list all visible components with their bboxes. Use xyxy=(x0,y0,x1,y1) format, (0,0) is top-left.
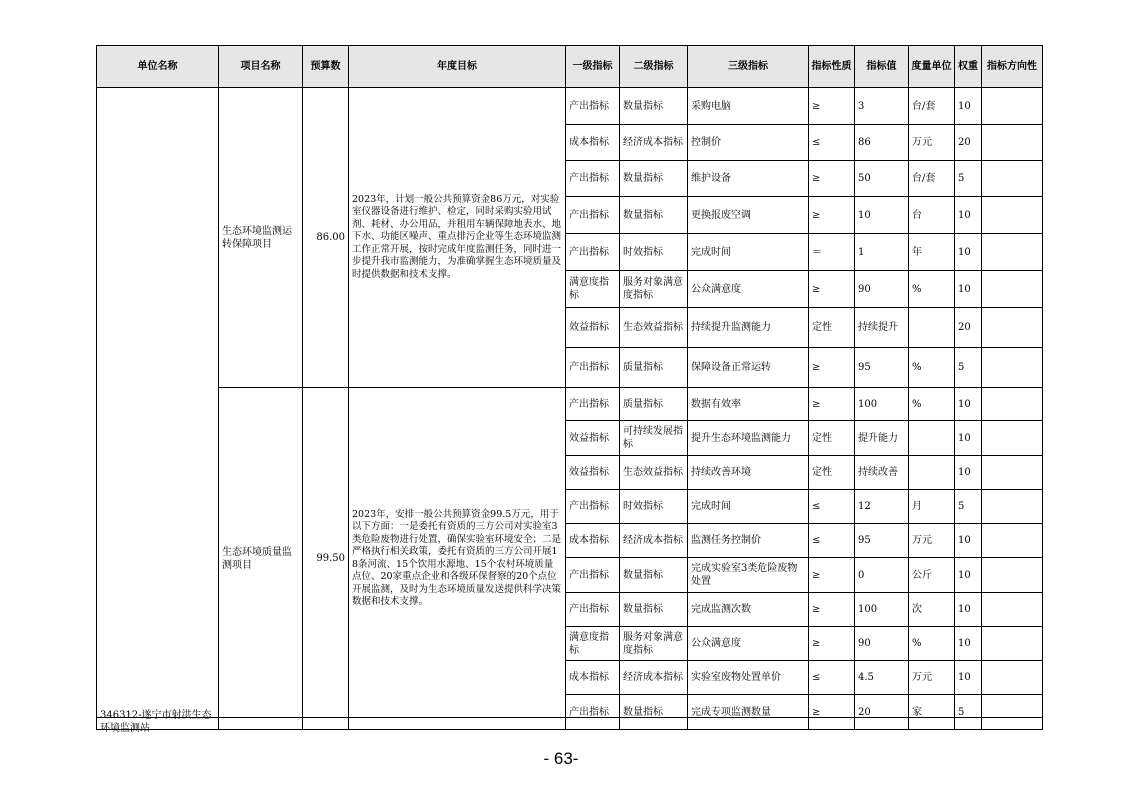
value-cell: 20 xyxy=(855,695,909,730)
weight-cell: 20 xyxy=(955,308,982,348)
level2-cell: 数量指标 xyxy=(620,593,688,627)
level2-cell: 质量指标 xyxy=(620,388,688,421)
level3-cell: 监测任务控制价 xyxy=(688,524,809,558)
direction-cell xyxy=(982,388,1043,421)
level2-cell: 时效指标 xyxy=(620,490,688,524)
value-cell: 100 xyxy=(855,388,909,421)
value-cell: 0 xyxy=(855,558,909,593)
level2-cell: 数量指标 xyxy=(620,695,688,730)
value-cell: 100 xyxy=(855,593,909,627)
level1-cell: 产出指标 xyxy=(566,197,620,234)
header-cell: 三级指标 xyxy=(688,46,809,88)
weight-cell: 10 xyxy=(955,388,982,421)
weight-cell: 10 xyxy=(955,234,982,271)
weight-cell: 10 xyxy=(955,456,982,490)
project-name-cell: 生态环境监测运转保障项目 xyxy=(219,88,303,388)
level2-cell: 服务对象满意度指标 xyxy=(620,271,688,308)
level2-cell: 数量指标 xyxy=(620,88,688,125)
unit-cell: 万元 xyxy=(909,661,955,695)
direction-cell xyxy=(982,88,1043,125)
table-row xyxy=(97,388,1043,421)
nature-cell: ≥ xyxy=(809,161,855,197)
direction-cell xyxy=(982,593,1043,627)
nature-cell: ≥ xyxy=(809,88,855,125)
nature-cell: ≤ xyxy=(809,524,855,558)
weight-cell: 10 xyxy=(955,524,982,558)
unit-cell xyxy=(909,421,955,456)
direction-cell xyxy=(982,348,1043,388)
level1-cell: 产出指标 xyxy=(566,558,620,593)
level1-cell: 产出指标 xyxy=(566,234,620,271)
direction-cell xyxy=(982,695,1043,730)
level3-cell: 完成监测次数 xyxy=(688,593,809,627)
value-cell: 95 xyxy=(855,524,909,558)
unit-cell: 年 xyxy=(909,234,955,271)
direction-cell xyxy=(982,197,1043,234)
level1-cell: 效益指标 xyxy=(566,308,620,348)
level1-cell: 产出指标 xyxy=(566,348,620,388)
unit-cell: 公斤 xyxy=(909,558,955,593)
header-cell: 度量单位 xyxy=(909,46,955,88)
value-cell: 持续改善 xyxy=(855,456,909,490)
level1-cell: 产出指标 xyxy=(566,695,620,730)
direction-cell xyxy=(982,421,1043,456)
level2-cell: 生态效益指标 xyxy=(620,308,688,348)
unit-cell: % xyxy=(909,627,955,661)
value-cell: 1 xyxy=(855,234,909,271)
header-cell: 指标方向性 xyxy=(982,46,1043,88)
header-cell: 预算数 xyxy=(303,46,349,88)
unit-cell: % xyxy=(909,388,955,421)
weight-cell: 10 xyxy=(955,558,982,593)
unit-cell xyxy=(909,308,955,348)
nature-cell: ＝ xyxy=(809,234,855,271)
direction-cell xyxy=(982,661,1043,695)
nature-cell: 定性 xyxy=(809,421,855,456)
unit-cell: 万元 xyxy=(909,125,955,161)
value-cell: 3 xyxy=(855,88,909,125)
unit-cell: 月 xyxy=(909,490,955,524)
direction-cell xyxy=(982,234,1043,271)
level1-cell: 效益指标 xyxy=(566,421,620,456)
level2-cell: 服务对象满意度指标 xyxy=(620,627,688,661)
level3-cell: 保障设备正常运转 xyxy=(688,348,809,388)
unit-cell xyxy=(909,456,955,490)
level3-cell: 数据有效率 xyxy=(688,388,809,421)
nature-cell: ≥ xyxy=(809,627,855,661)
weight-cell: 10 xyxy=(955,661,982,695)
nature-cell: ≤ xyxy=(809,125,855,161)
level1-cell: 产出指标 xyxy=(566,490,620,524)
direction-cell xyxy=(982,524,1043,558)
level1-cell: 满意度指标 xyxy=(566,271,620,308)
direction-cell xyxy=(982,308,1043,348)
level2-cell: 生态效益指标 xyxy=(620,456,688,490)
direction-cell xyxy=(982,627,1043,661)
header-cell: 二级指标 xyxy=(620,46,688,88)
level1-cell: 满意度指标 xyxy=(566,627,620,661)
level3-cell: 控制价 xyxy=(688,125,809,161)
level1-cell: 成本指标 xyxy=(566,661,620,695)
level3-cell: 实验室废物处置单价 xyxy=(688,661,809,695)
performance-table-container xyxy=(96,45,1042,734)
value-cell: 90 xyxy=(855,271,909,308)
value-cell: 12 xyxy=(855,490,909,524)
level3-cell: 完成时间 xyxy=(688,490,809,524)
header-cell: 权重 xyxy=(955,46,982,88)
level3-cell: 持续改善环境 xyxy=(688,456,809,490)
weight-cell: 10 xyxy=(955,421,982,456)
unit-cell: 万元 xyxy=(909,524,955,558)
level1-cell: 产出指标 xyxy=(566,161,620,197)
nature-cell: ≤ xyxy=(809,490,855,524)
nature-cell: ≥ xyxy=(809,695,855,730)
unit-cell: % xyxy=(909,348,955,388)
header-cell: 指标性质 xyxy=(809,46,855,88)
unit-cell: 台/套 xyxy=(909,161,955,197)
direction-cell xyxy=(982,125,1043,161)
value-cell: 95 xyxy=(855,348,909,388)
weight-cell: 20 xyxy=(955,125,982,161)
weight-cell: 10 xyxy=(955,271,982,308)
unit-cell: 台 xyxy=(909,197,955,234)
performance-target-table xyxy=(96,45,1043,734)
level3-cell: 更换报废空调 xyxy=(688,197,809,234)
project-name-cell: 生态环境质量监测项目 xyxy=(219,388,303,730)
level1-cell: 产出指标 xyxy=(566,593,620,627)
annual-goal-cell: 2023年，安排一般公共预算资金99.5万元，用于以下方面：一是委托有资质的三方公司对实验室3类危险废物进行处置，确保实验室环境安全；二是严格执行相关政策，委托有资质的三方公司开展18条河流、15个饮用水源地、15个农村环境质量点位、20家重点企业和各级环保督察的20个点位开展监测，及时为生态环境质量发送提供科学决策数据和技术支撑。 xyxy=(349,388,566,730)
header-cell: 项目名称 xyxy=(219,46,303,88)
level3-cell: 持续提升监测能力 xyxy=(688,308,809,348)
nature-cell: ≥ xyxy=(809,558,855,593)
value-cell: 50 xyxy=(855,161,909,197)
weight-cell: 5 xyxy=(955,161,982,197)
budget-cell: 86.00 xyxy=(303,88,349,388)
value-cell: 提升能力 xyxy=(855,421,909,456)
unit-cell: 家 xyxy=(909,695,955,730)
level2-cell: 经济成本指标 xyxy=(620,661,688,695)
nature-cell: ≥ xyxy=(809,593,855,627)
direction-cell xyxy=(982,490,1043,524)
value-cell: 10 xyxy=(855,197,909,234)
header-cell: 年度目标 xyxy=(349,46,566,88)
level2-cell: 质量指标 xyxy=(620,348,688,388)
level3-cell: 提升生态环境监测能力 xyxy=(688,421,809,456)
level1-cell: 成本指标 xyxy=(566,524,620,558)
level2-cell: 经济成本指标 xyxy=(620,125,688,161)
annual-goal-cell: 2023年，计划一般公共预算资金86万元，对实验室仪器设备进行维护、检定，同时采购实验用试剂、耗材、办公用品，并租用车辆保障地表水、地下水、功能区噪声、重点排污企业等生态环境监测工作正常开展，按时完成年度监测任务，同时进一步提升我市监测能力，为准确掌握生态环境质量及时提供数据和技术支撑。 xyxy=(349,88,566,388)
level3-cell: 维护设备 xyxy=(688,161,809,197)
unit-cell: 台/套 xyxy=(909,88,955,125)
nature-cell: 定性 xyxy=(809,456,855,490)
header-cell: 一级指标 xyxy=(566,46,620,88)
level3-cell: 采购电脑 xyxy=(688,88,809,125)
nature-cell: ≥ xyxy=(809,271,855,308)
level3-cell: 完成实验室3类危险废物处置 xyxy=(688,558,809,593)
weight-cell: 10 xyxy=(955,627,982,661)
table-row xyxy=(97,88,1043,125)
level2-cell: 经济成本指标 xyxy=(620,524,688,558)
nature-cell: ≤ xyxy=(809,661,855,695)
unit-cell: % xyxy=(909,271,955,308)
direction-cell xyxy=(982,456,1043,490)
level2-cell: 数量指标 xyxy=(620,197,688,234)
level1-cell: 成本指标 xyxy=(566,125,620,161)
level3-cell: 公众满意度 xyxy=(688,271,809,308)
direction-cell xyxy=(982,161,1043,197)
header-cell: 单位名称 xyxy=(97,46,219,88)
unit-name-cell xyxy=(97,88,219,734)
nature-cell: ≥ xyxy=(809,197,855,234)
unit-name-text: 346312-遂宁市射洪生态环境监测站 xyxy=(100,710,212,734)
level1-cell: 效益指标 xyxy=(566,456,620,490)
budget-cell: 99.50 xyxy=(303,388,349,730)
level1-cell: 产出指标 xyxy=(566,388,620,421)
level1-cell: 产出指标 xyxy=(566,88,620,125)
level2-cell: 数量指标 xyxy=(620,558,688,593)
value-cell: 4.5 xyxy=(855,661,909,695)
level2-cell: 时效指标 xyxy=(620,234,688,271)
weight-cell: 10 xyxy=(955,593,982,627)
value-cell: 86 xyxy=(855,125,909,161)
level3-cell: 完成专项监测数量 xyxy=(688,695,809,730)
header-cell: 指标值 xyxy=(855,46,909,88)
weight-cell: 5 xyxy=(955,695,982,730)
value-cell: 持续提升 xyxy=(855,308,909,348)
weight-cell: 5 xyxy=(955,490,982,524)
table-header-row xyxy=(97,46,1043,88)
weight-cell: 10 xyxy=(955,197,982,234)
nature-cell: ≥ xyxy=(809,348,855,388)
weight-cell: 5 xyxy=(955,348,982,388)
weight-cell: 10 xyxy=(955,88,982,125)
direction-cell xyxy=(982,271,1043,308)
level3-cell: 公众满意度 xyxy=(688,627,809,661)
page-number: - 63- xyxy=(543,749,579,768)
level2-cell: 数量指标 xyxy=(620,161,688,197)
value-cell: 90 xyxy=(855,627,909,661)
unit-cell: 次 xyxy=(909,593,955,627)
level3-cell: 完成时间 xyxy=(688,234,809,271)
nature-cell: ≥ xyxy=(809,388,855,421)
direction-cell xyxy=(982,558,1043,593)
level2-cell: 可持续发展指标 xyxy=(620,421,688,456)
nature-cell: 定性 xyxy=(809,308,855,348)
